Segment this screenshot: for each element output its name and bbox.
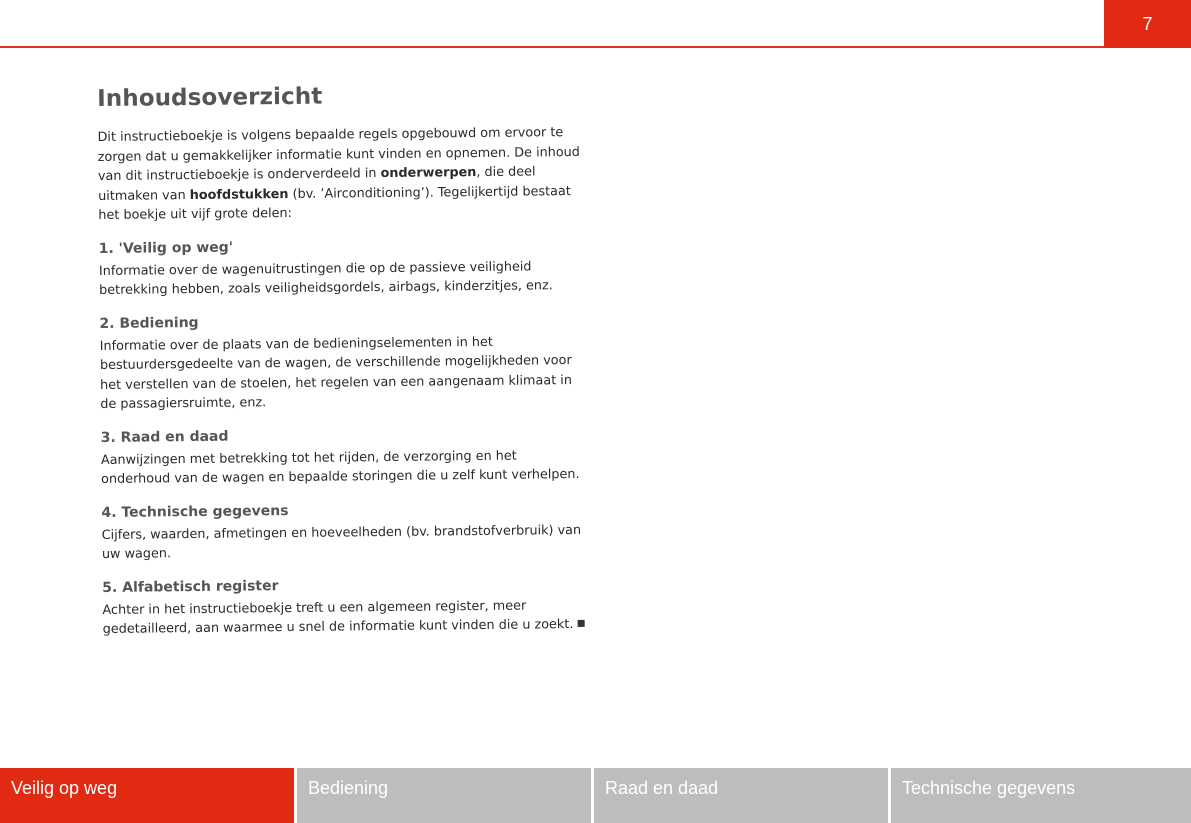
section-alfabetisch-register xyxy=(102,574,588,639)
intro-bold-2: hoofdstukken xyxy=(189,186,289,203)
section-technische-gegevens xyxy=(101,499,587,564)
intro-paragraph xyxy=(97,123,583,226)
section-text: Informatie over de plaats van de bedieningselementen in het bestuurdersgedeelte van de wagen, de verschillende mogelijkheden voor het verstellen van de stoelen, het regelen van een aangenaam klimaat in de passagiersruimte, enz. xyxy=(99,334,572,412)
tab-raad-en-daad[interactable]: Raad en daad xyxy=(594,768,888,823)
section-veilig-op-weg xyxy=(99,235,585,300)
section-text: Achter in het instructieboekje treft u een algemeen register, meer gedetailleerd, aan waarmee u snel de informatie kunt vinden die u zoekt. xyxy=(102,598,574,637)
section-heading: 4. Technische gegevens xyxy=(101,502,289,521)
section-raad-en-daad xyxy=(101,424,587,489)
page-title: Inhoudsoverzicht xyxy=(97,83,323,112)
header-rule xyxy=(0,46,1104,48)
section-heading: 2. Bediening xyxy=(99,314,199,332)
page-content xyxy=(97,81,588,655)
tab-veilig-op-weg[interactable]: Veilig op weg xyxy=(0,768,294,823)
end-of-section-square-icon xyxy=(577,620,584,627)
tab-technische-gegevens[interactable]: Technische gegevens xyxy=(891,768,1191,823)
intro-text-3: (bv. ’Airconditioning’). Tegelijkertijd bestaat het boekje uit vijf grote delen: xyxy=(98,183,571,223)
intro-text-2: , die deel uitmaken van xyxy=(98,164,536,204)
section-text-wrapper xyxy=(102,595,587,639)
section-bediening xyxy=(99,310,585,414)
intro-bold-1: onderwerpen xyxy=(380,165,477,182)
section-text: Informatie over de wagenuitrustingen die op de passieve veiligheid betrekking hebben, zoals veiligheidsgordels, airbags, kinderzitjes, enz. xyxy=(98,258,553,298)
section-text: Aanwijzingen met betrekking tot het rijden, de verzorging en het onderhoud van de wagen en bepaalde storingen die u zelf kunt verhelpen. xyxy=(100,448,580,487)
intro-text-1: Dit instructieboekje is volgens bepaalde regels opgebouwd om ervoor te zorgen dat u gemakkelijker informatie kunt vinden en opnemen. De inhoud van dit instructieboekje is onderverdeeld in xyxy=(97,125,580,184)
section-text: Cijfers, waarden, afmetingen en hoeveelheden (bv. brandstofverbruik) van uw wagen. xyxy=(101,522,582,562)
tab-bediening[interactable]: Bediening xyxy=(297,768,591,823)
section-heading: 5. Alfabetisch register xyxy=(102,577,279,596)
page-number: 7 xyxy=(1104,0,1191,48)
footer-tabs xyxy=(0,768,1191,823)
section-heading: 1. 'Veilig op weg' xyxy=(98,239,234,257)
section-heading: 3. Raad en daad xyxy=(100,428,229,446)
